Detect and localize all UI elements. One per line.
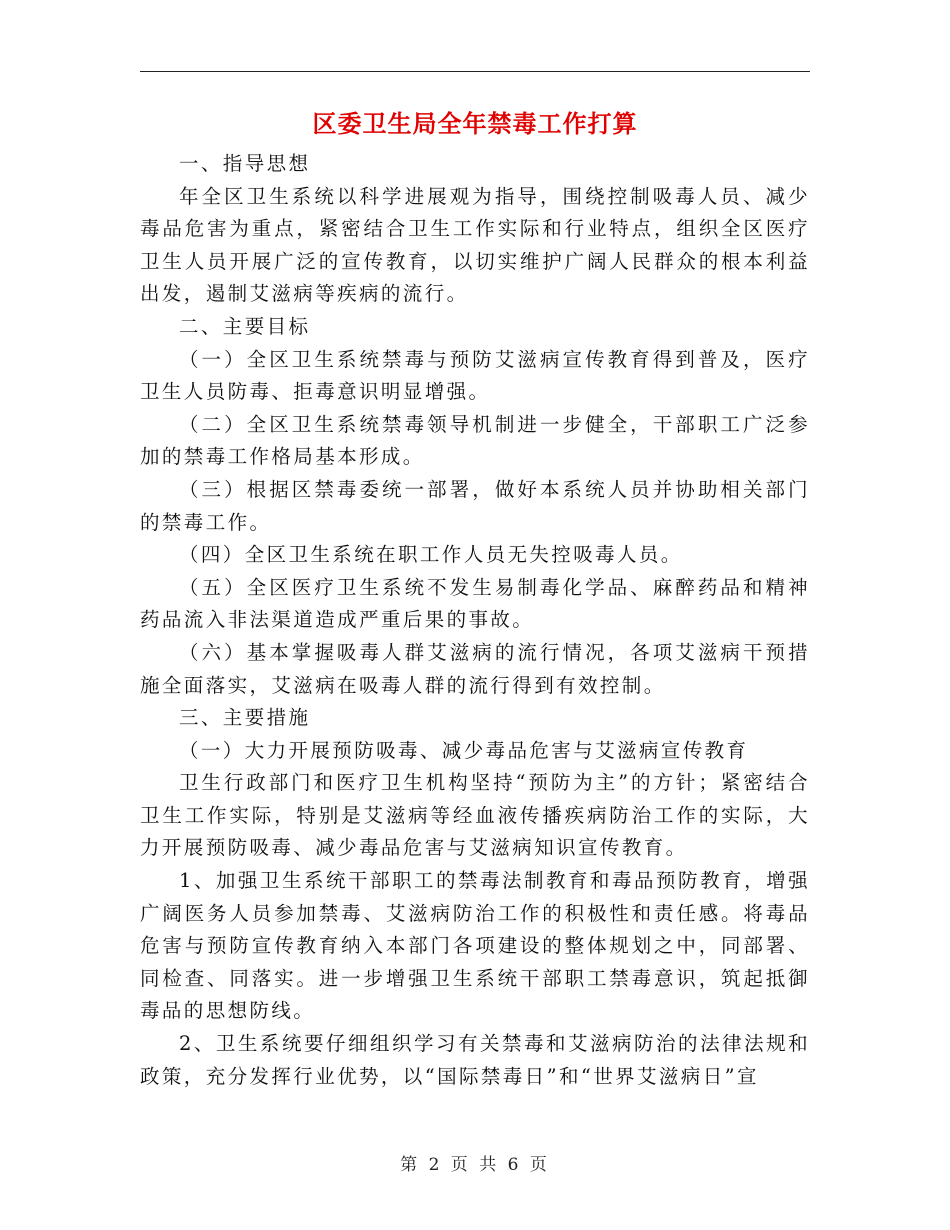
header-rule xyxy=(140,71,810,72)
goal-item: （三）根据区禁毒委统一部署，做好本系统人员并协助相关部门的禁毒工作。 xyxy=(140,477,810,534)
heading-main-goals: 二、主要目标 xyxy=(179,314,311,338)
goal-item: （六）基本掌握吸毒人群艾滋病的流行情况，各项艾滋病干预措施全面落实，艾滋病在吸毒人群的流行得到有效控制。 xyxy=(140,640,810,697)
heading-guiding-ideology: 一、指导思想 xyxy=(179,152,311,175)
paragraph: 卫生行政部门和医疗卫生机构坚持“预防为主”的方针；紧密结合卫生工作实际，特别是艾滋病等经血液传播疾病防治工作的实际，大力开展预防吸毒、减少毒品危害与艾滋病知识宣传教育。 xyxy=(140,771,810,860)
measure-item: 2、卫生系统要仔细组织学习有关禁毒和艾滋病防治的法律法规和政策，充分发挥行业优势，以“国际禁毒日”和“世界艾滋病日”宣 xyxy=(140,1032,810,1088)
measure-item: 1、加强卫生系统干部职工的禁毒法制教育和毒品预防教育，增强广阔医务人员参加禁毒、艾滋病防治工作的积极性和责任感。将毒品危害与预防宣传教育纳入本部门各项建设的整体规划之中，同部署、同检查、同落实。进一步增强卫生系统干部职工禁毒意识，筑起抵御毒品的思想防线。 xyxy=(140,869,810,1023)
subheading-measure: （一）大力开展预防吸毒、减少毒品危害与艾滋病宣传教育 xyxy=(179,738,749,762)
paragraph: 年全区卫生系统以科学进展观为指导，围绕控制吸毒人员、减少毒品危害为重点，紧密结合卫生工作实际和行业特点，组织全区医疗卫生人员开展广泛的宣传教育，以切实维护广阔人民群众的根本利益出发，遏制艾滋病等疾病的流行。 xyxy=(140,184,810,306)
document-body xyxy=(140,148,810,1093)
goal-item: （五）全区医疗卫生系统不发生易制毒化学品、麻醉药品和精神药品流入非法渠道造成严重后果的事故。 xyxy=(140,575,810,632)
heading-main-measures: 三、主要措施 xyxy=(179,706,311,730)
document-title: 区委卫生局全年禁毒工作打算 xyxy=(312,110,638,138)
goal-item: （四）全区卫生系统在职工作人员无失控吸毒人员。 xyxy=(179,543,683,567)
page-number-footer: 第 2 页 共 6 页 xyxy=(400,1155,550,1175)
goal-item: （二）全区卫生系统禁毒领导机制进一步健全，干部职工广泛参加的禁毒工作格局基本形成。 xyxy=(140,412,810,469)
goal-item: （一）全区卫生系统禁毒与预防艾滋病宣传教育得到普及，医疗卫生人员防毒、拒毒意识明显增强。 xyxy=(140,347,810,404)
